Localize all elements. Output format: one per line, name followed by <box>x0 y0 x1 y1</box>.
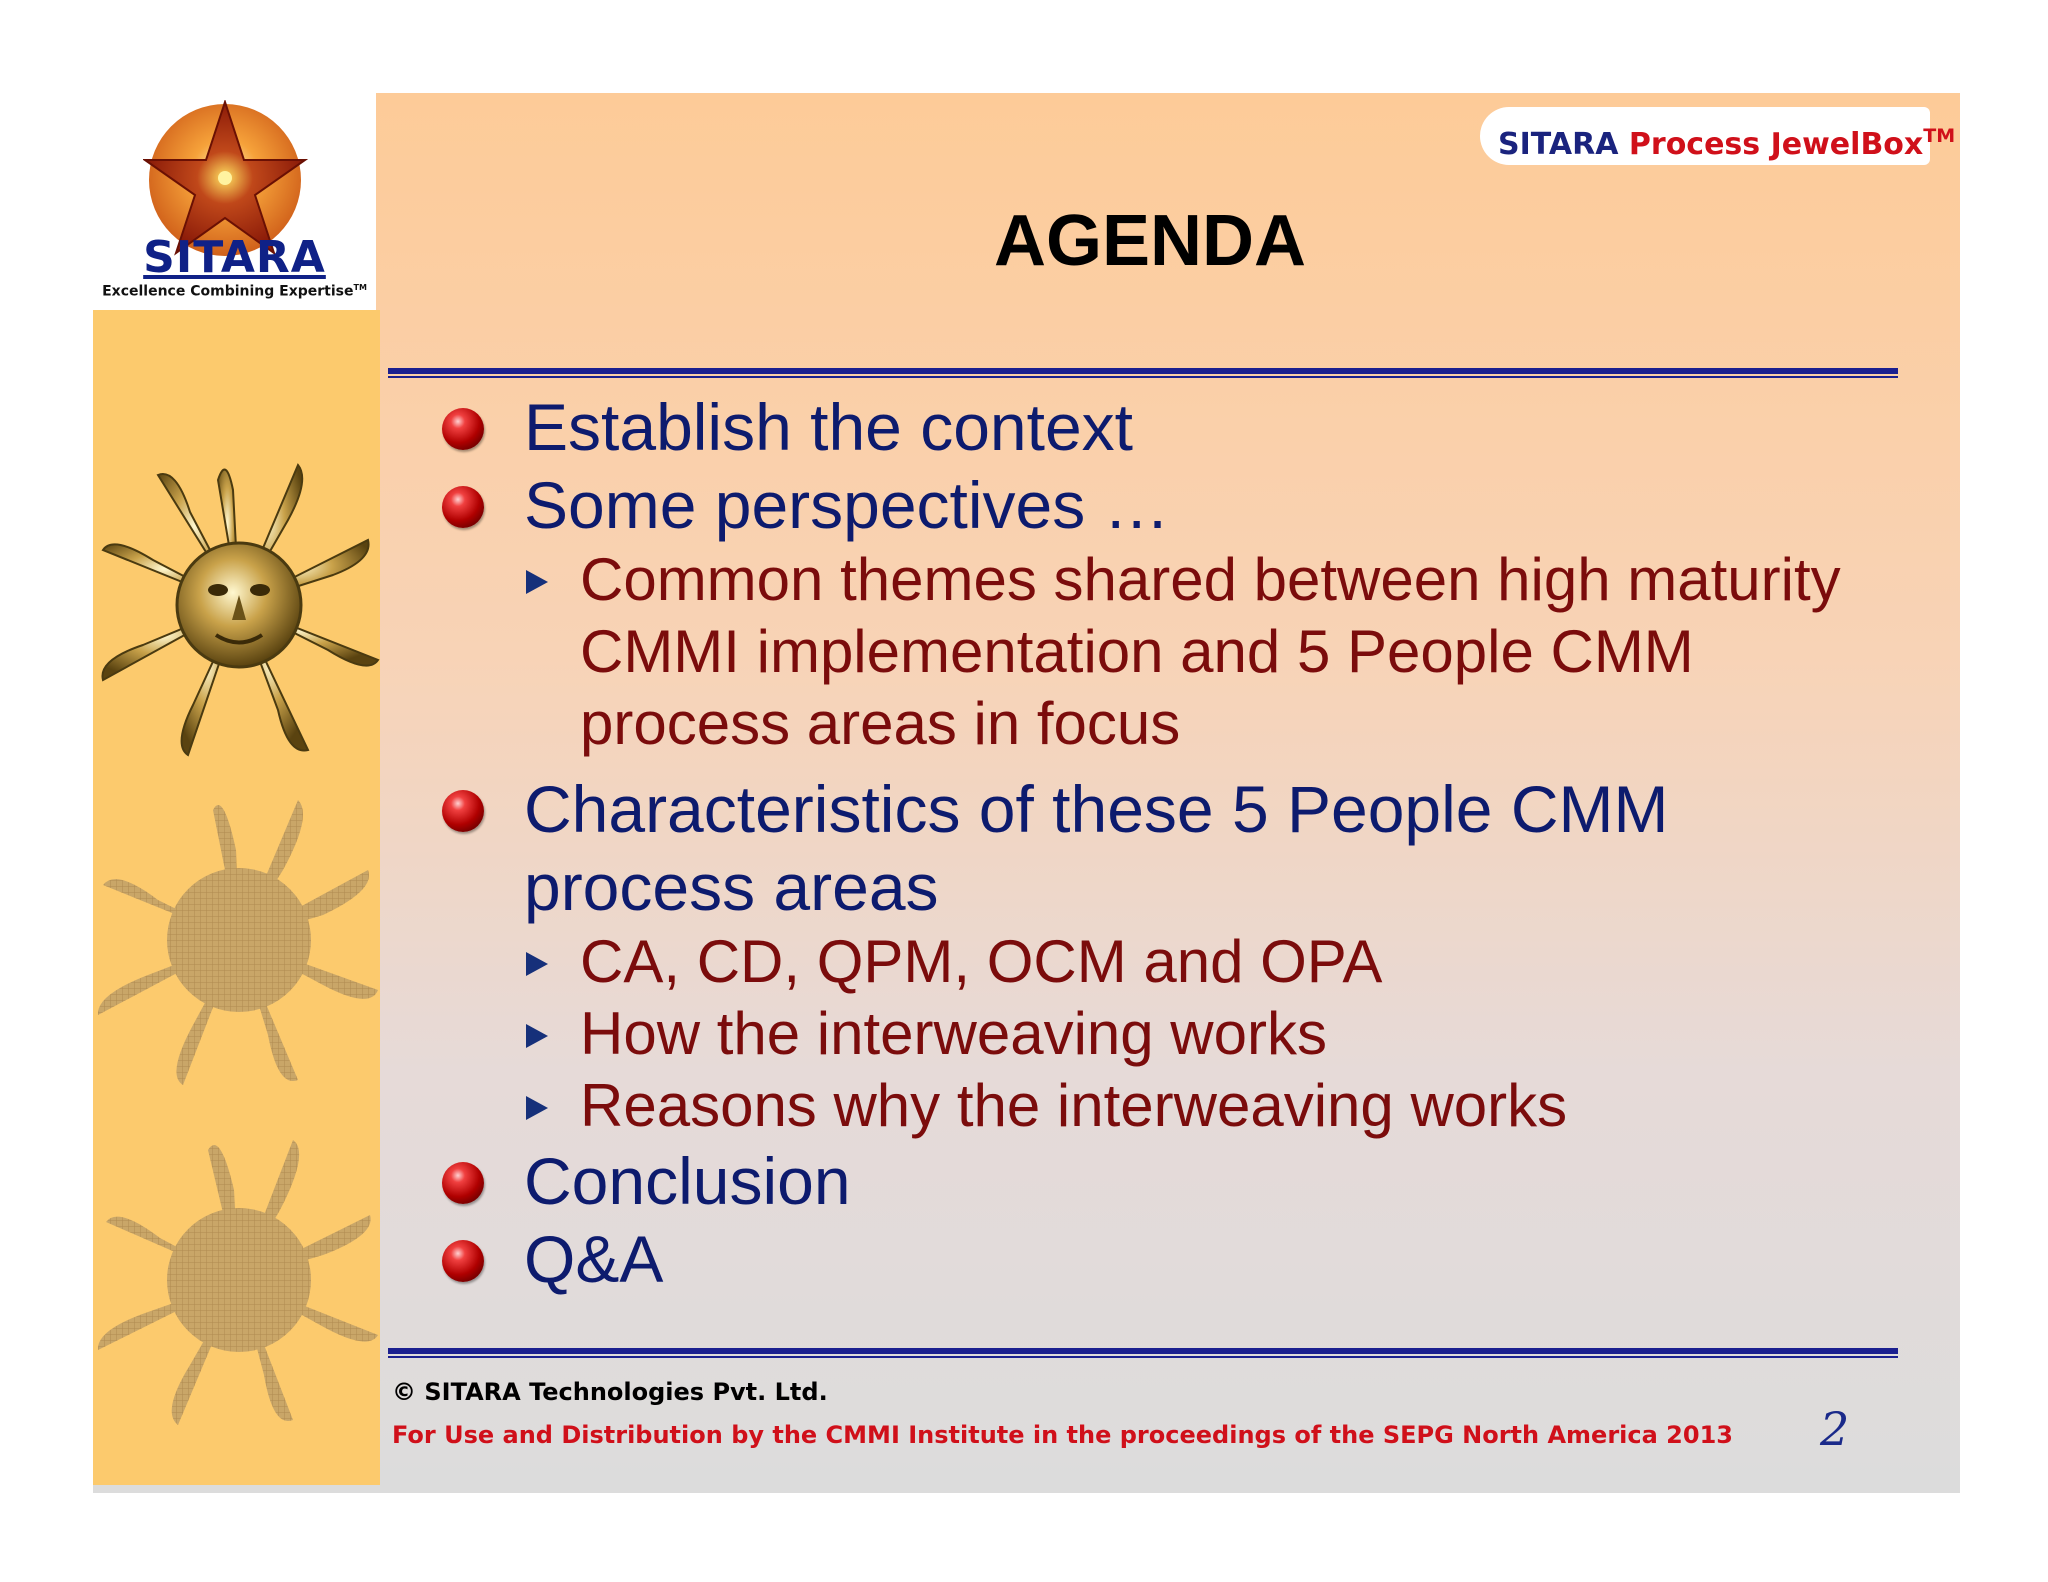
agenda-item <box>440 1220 1900 1298</box>
brand-tm: TM <box>1923 125 1956 147</box>
agenda-subitem-text: Common themes shared between high maturity CMMI implementation and 5 People CMM process areas in focus <box>580 546 1841 757</box>
page-title: AGENDA <box>993 201 1306 281</box>
agenda-item-text: Some perspectives … <box>524 468 1170 542</box>
bottom-divider <box>388 1348 1898 1358</box>
triangle-bullet-icon <box>526 1096 548 1120</box>
agenda-item-text: Establish the context <box>524 390 1134 464</box>
agenda-subitem <box>440 1070 1900 1142</box>
triangle-bullet-icon <box>526 570 548 594</box>
agenda-item <box>440 388 1900 466</box>
brand-badge <box>1480 107 1956 165</box>
agenda-subitem-text: How the interweaving works <box>580 1000 1327 1067</box>
triangle-bullet-icon <box>526 952 548 976</box>
agenda-subitem <box>440 998 1900 1070</box>
agenda-item <box>440 770 1900 926</box>
logo-tagline <box>93 283 376 300</box>
agenda-list <box>440 388 1900 1298</box>
agenda-subitem-text: CA, CD, QPM, OCM and OPA <box>580 928 1383 995</box>
agenda-item <box>440 1142 1900 1220</box>
bullet-ball-icon <box>442 486 484 528</box>
bullet-ball-icon <box>442 1162 484 1204</box>
brand-product: Process JewelBox <box>1628 127 1924 162</box>
bullet-ball-icon <box>442 1240 484 1282</box>
triangle-bullet-icon <box>526 1024 548 1048</box>
distribution-notice: For Use and Distribution by the CMMI Institute in the proceedings of the SEPG North America 2013 <box>392 1421 1733 1449</box>
agenda-item-text: Characteristics of these 5 People CMM process areas <box>524 772 1669 924</box>
agenda-subitem-text: Reasons why the interweaving works <box>580 1072 1568 1139</box>
brand-name: SITARA <box>1498 127 1619 162</box>
sun-pattern-icon <box>98 1130 380 1430</box>
top-divider <box>388 368 1898 378</box>
agenda-subitem <box>440 544 1900 760</box>
bullet-ball-icon <box>442 408 484 450</box>
logo-wordmark: SITARA <box>143 232 326 283</box>
agenda-item-text: Conclusion <box>524 1144 851 1218</box>
page-number: 2 <box>1820 1402 1850 1456</box>
logo-tagline-tm: TM <box>353 283 367 292</box>
logo-tagline-text: Excellence Combining Expertise <box>102 283 354 300</box>
agenda-item <box>440 466 1900 544</box>
copyright-notice: © SITARA Technologies Pvt. Ltd. <box>392 1378 828 1406</box>
bullet-ball-icon <box>442 790 484 832</box>
sun-face-icon <box>98 450 380 760</box>
agenda-subitem <box>440 926 1900 998</box>
sun-pattern-icon <box>98 790 380 1090</box>
agenda-item-text: Q&A <box>524 1222 664 1296</box>
